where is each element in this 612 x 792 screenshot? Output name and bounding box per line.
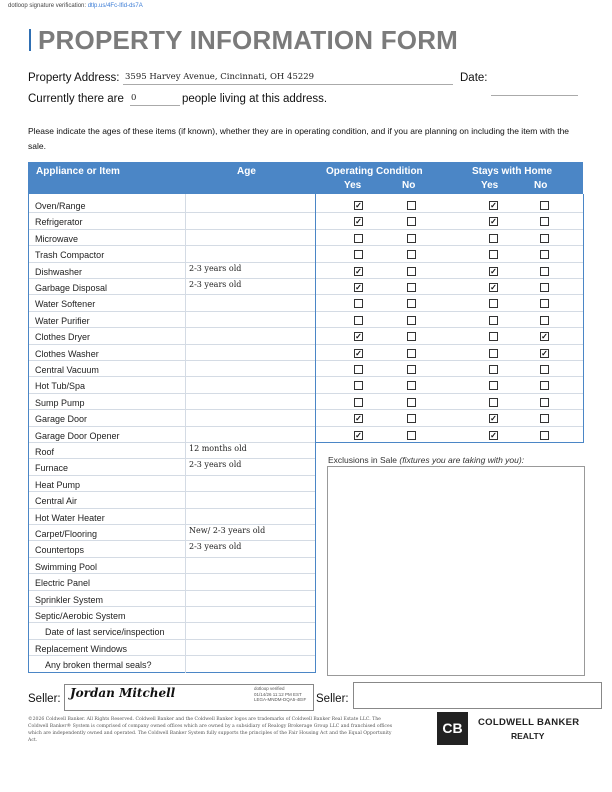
table-row [29, 394, 316, 410]
table-row [29, 328, 316, 344]
exclusions-title: Exclusions in Sale [328, 455, 397, 465]
item-name: Date of last service/inspection [45, 627, 165, 638]
item-age[interactable]: 2-3 years old [189, 542, 242, 552]
item-name: Electric Panel [35, 578, 91, 589]
item-name: Trash Compactor [35, 250, 105, 261]
table-row [29, 525, 316, 541]
item-name: Water Softener [35, 299, 96, 310]
table-row [29, 607, 316, 623]
verify-line1: dotloop verified [254, 686, 285, 691]
operating-yes-checkbox[interactable] [354, 316, 363, 325]
operating-no-checkbox[interactable] [407, 283, 416, 292]
table-row [29, 427, 316, 443]
operating-yes-checkbox[interactable]: ✓ [355, 332, 362, 342]
item-name: Septic/Aerobic System [35, 611, 126, 621]
table-row [29, 656, 316, 672]
table-right-border [583, 194, 584, 443]
table-row [29, 541, 316, 557]
table-mid-border [315, 194, 316, 673]
seller2-signature-field[interactable] [353, 682, 602, 709]
address-underline [123, 84, 453, 85]
dotloop-link[interactable]: dtlp.us/4Fc-Ifid-ds7A [87, 3, 143, 9]
item-age[interactable]: 2-3 years old [189, 280, 242, 289]
stays-no-checkbox[interactable] [540, 365, 549, 374]
operating-yes-checkbox[interactable]: ✓ [355, 283, 362, 292]
item-name: Central Vacuum [35, 365, 99, 375]
item-name: Sprinkler System [35, 594, 104, 605]
operating-yes-checkbox[interactable] [354, 398, 363, 407]
table-left-border [28, 194, 29, 673]
item-age[interactable]: New/ 2-3 years old [189, 526, 266, 535]
date-field[interactable] [491, 84, 578, 96]
condition-bottom-border [315, 442, 584, 443]
occupants-prefix: Currently there are [28, 93, 124, 105]
stays-yes-checkbox[interactable]: ✓ [490, 414, 497, 424]
operating-yes-checkbox[interactable] [354, 381, 363, 390]
operating-yes-checkbox[interactable]: ✓ [355, 430, 362, 440]
item-name: Roof [35, 447, 55, 457]
title-accent-bar [29, 29, 31, 51]
stays-yes-checkbox[interactable]: ✓ [490, 266, 497, 276]
stays-no-checkbox[interactable] [540, 201, 549, 210]
operating-no-checkbox[interactable] [407, 299, 416, 308]
item-name: Carpet/Flooring [35, 529, 98, 539]
operating-yes-checkbox[interactable]: ✓ [355, 266, 362, 276]
item-name: Heat Pump [35, 479, 81, 490]
stays-yes-checkbox[interactable] [489, 398, 498, 407]
stays-yes-checkbox[interactable] [489, 381, 498, 390]
item-name: Oven/Range [35, 201, 86, 211]
dotloop-label: dotloop signature verification: [8, 3, 87, 9]
stays-yes-checkbox[interactable]: ✓ [490, 217, 497, 227]
stays-no-checkbox[interactable] [540, 234, 549, 243]
table-row [29, 230, 316, 246]
stays-no-checkbox[interactable] [540, 431, 549, 440]
operating-no-checkbox[interactable] [407, 349, 416, 358]
operating-no-checkbox[interactable] [407, 250, 416, 259]
table-header [28, 162, 583, 194]
occupants-underline [130, 105, 180, 106]
item-name: Clothes Washer [35, 348, 99, 359]
operating-no-checkbox[interactable] [407, 365, 416, 374]
brand-name: COLDWELL BANKER [478, 717, 580, 728]
item-name: Garage Door [35, 414, 88, 425]
stays-no-checkbox[interactable]: ✓ [541, 348, 548, 358]
operating-no-checkbox[interactable] [407, 381, 416, 390]
table-row [29, 197, 316, 213]
operating-yes-checkbox[interactable] [354, 234, 363, 243]
item-name: Clothes Dryer [35, 332, 91, 343]
operating-no-checkbox[interactable] [407, 217, 416, 226]
stays-no-checkbox[interactable] [540, 414, 549, 423]
table-row [29, 640, 316, 656]
item-name: Replacement Windows [35, 643, 128, 654]
operating-yes-checkbox[interactable]: ✓ [355, 201, 362, 210]
item-name: Water Purifier [35, 315, 90, 326]
coldwell-banker-logo: CB [437, 712, 468, 745]
table-row [29, 279, 316, 295]
item-name: Swimming Pool [35, 561, 98, 572]
operating-no-checkbox[interactable] [407, 267, 416, 276]
stays-yes-checkbox[interactable] [489, 250, 498, 259]
item-name: Microwave [35, 233, 79, 244]
table-row [29, 295, 316, 311]
table-row [29, 213, 316, 229]
stays-no-checkbox[interactable] [540, 398, 549, 407]
seller2-label: Seller: [316, 693, 349, 705]
table-row [29, 476, 316, 492]
header-age: Age [237, 166, 256, 177]
item-name: Garage Door Opener [35, 430, 120, 441]
item-name: Central Air [35, 496, 78, 507]
date-label: Date: [460, 72, 488, 84]
item-name: Hot Water Heater [35, 512, 105, 523]
header-operating: Operating Condition [326, 166, 423, 177]
item-name: Dishwasher [35, 266, 83, 277]
verify-line3: LEGA-MNDM-DQA5-4EIF [254, 697, 307, 702]
stays-yes-checkbox[interactable] [489, 349, 498, 358]
address-label: Property Address: [28, 72, 120, 84]
address-field[interactable]: 3595 Harvey Avenue, Cincinnati, OH 45229 [125, 72, 315, 82]
stays-no-checkbox[interactable] [540, 299, 549, 308]
stays-no-checkbox[interactable] [540, 316, 549, 325]
header-stays-yes: Yes [481, 180, 499, 191]
brand-sub: REALTY [511, 731, 545, 741]
operating-yes-checkbox[interactable] [354, 365, 363, 374]
item-name: Refrigerator [35, 217, 83, 228]
item-name: Garbage Disposal [35, 283, 108, 293]
table-row [29, 263, 316, 279]
table-row [29, 246, 316, 262]
table-row [29, 509, 316, 525]
operating-yes-checkbox[interactable]: ✓ [355, 348, 362, 358]
age-column-divider [185, 194, 186, 673]
seller1-signature: Jordan Mitchell [70, 686, 176, 700]
signature-verification [254, 686, 306, 703]
operating-no-checkbox[interactable] [407, 398, 416, 407]
stays-yes-checkbox[interactable]: ✓ [490, 283, 497, 292]
table-row [29, 410, 316, 426]
exclusions-label [328, 455, 524, 465]
item-name: Any broken thermal seals? [45, 660, 152, 671]
item-age[interactable]: 2-3 years old [189, 460, 242, 470]
operating-yes-checkbox[interactable]: ✓ [355, 217, 362, 227]
operating-no-checkbox[interactable] [407, 234, 416, 243]
stays-yes-checkbox[interactable] [489, 365, 498, 374]
operating-no-checkbox[interactable] [407, 431, 416, 440]
item-name: Hot Tub/Spa [35, 381, 86, 392]
table-row [29, 623, 316, 639]
stays-no-checkbox[interactable] [540, 217, 549, 226]
header-stays-no: No [534, 180, 548, 191]
legal-text: ©2026 Coldwell Banker. All Rights Reserved. Coldwell Banker and the Coldwell Banker logos are trademarks of Coldwell Banker Real Estate LLC. The Coldwell Banker® System is comprised of company owned offices which are owned by a subsidiary of Realogy Brokerage Group LLC and franchised offices which are independently owned and operated. The Coldwell Banker System fully supports the principles of the Fair Housing Act and the Equal Opportunity Act. [28, 717, 393, 743]
table-row [29, 312, 316, 328]
header-stays: Stays with Home [472, 166, 553, 177]
table-row [29, 345, 316, 361]
exclusions-textarea[interactable] [327, 466, 585, 676]
operating-no-checkbox[interactable] [407, 201, 416, 210]
operating-no-checkbox[interactable] [407, 414, 416, 423]
table-row [29, 459, 316, 475]
table-row [29, 361, 316, 377]
stays-yes-checkbox[interactable] [489, 299, 498, 308]
occupants-suffix: people living at this address. [182, 93, 328, 105]
header-op-no: No [402, 180, 416, 191]
stays-yes-checkbox[interactable] [489, 316, 498, 325]
operating-yes-checkbox[interactable] [354, 299, 363, 308]
seller1-label: Seller: [28, 693, 61, 705]
stays-no-checkbox[interactable] [540, 381, 549, 390]
stays-no-checkbox[interactable]: ✓ [541, 332, 548, 342]
item-age[interactable]: 2-3 years old [189, 263, 242, 273]
table-row [29, 443, 316, 459]
intro-text: Please indicate the ages of these items (if known), whether they are in operating condition, and if you are planning on including the item with the sale. [28, 126, 570, 151]
operating-yes-checkbox[interactable] [354, 250, 363, 259]
table-row [29, 558, 316, 574]
operating-no-checkbox[interactable] [407, 316, 416, 325]
exclusions-hint: (fixtures you are taking with you): [399, 455, 525, 465]
page-title: PROPERTY INFORMATION FORM [38, 25, 459, 55]
operating-yes-checkbox[interactable]: ✓ [355, 414, 362, 424]
stays-yes-checkbox[interactable] [489, 234, 498, 243]
stays-no-checkbox[interactable] [540, 267, 549, 276]
table-row [29, 492, 316, 508]
item-name: Countertops [35, 545, 85, 556]
header-item: Appliance or Item [36, 166, 120, 177]
item-age[interactable]: 12 months old [189, 444, 247, 453]
table-row [29, 591, 316, 607]
occupants-field[interactable]: 0 [131, 93, 137, 103]
stays-no-checkbox[interactable] [540, 283, 549, 292]
stays-yes-checkbox[interactable]: ✓ [490, 430, 497, 440]
stays-yes-checkbox[interactable] [489, 332, 498, 341]
item-name: Sump Pump [35, 397, 85, 408]
dotloop-verification [8, 3, 143, 9]
table-row [29, 377, 316, 393]
stays-yes-checkbox[interactable]: ✓ [490, 201, 497, 210]
item-name: Furnace [35, 463, 69, 474]
verify-line2: 01/14/26 11:12 PM EST [254, 691, 302, 697]
table-row [29, 574, 316, 590]
operating-no-checkbox[interactable] [407, 332, 416, 341]
stays-no-checkbox[interactable] [540, 250, 549, 259]
header-op-yes: Yes [344, 180, 362, 191]
